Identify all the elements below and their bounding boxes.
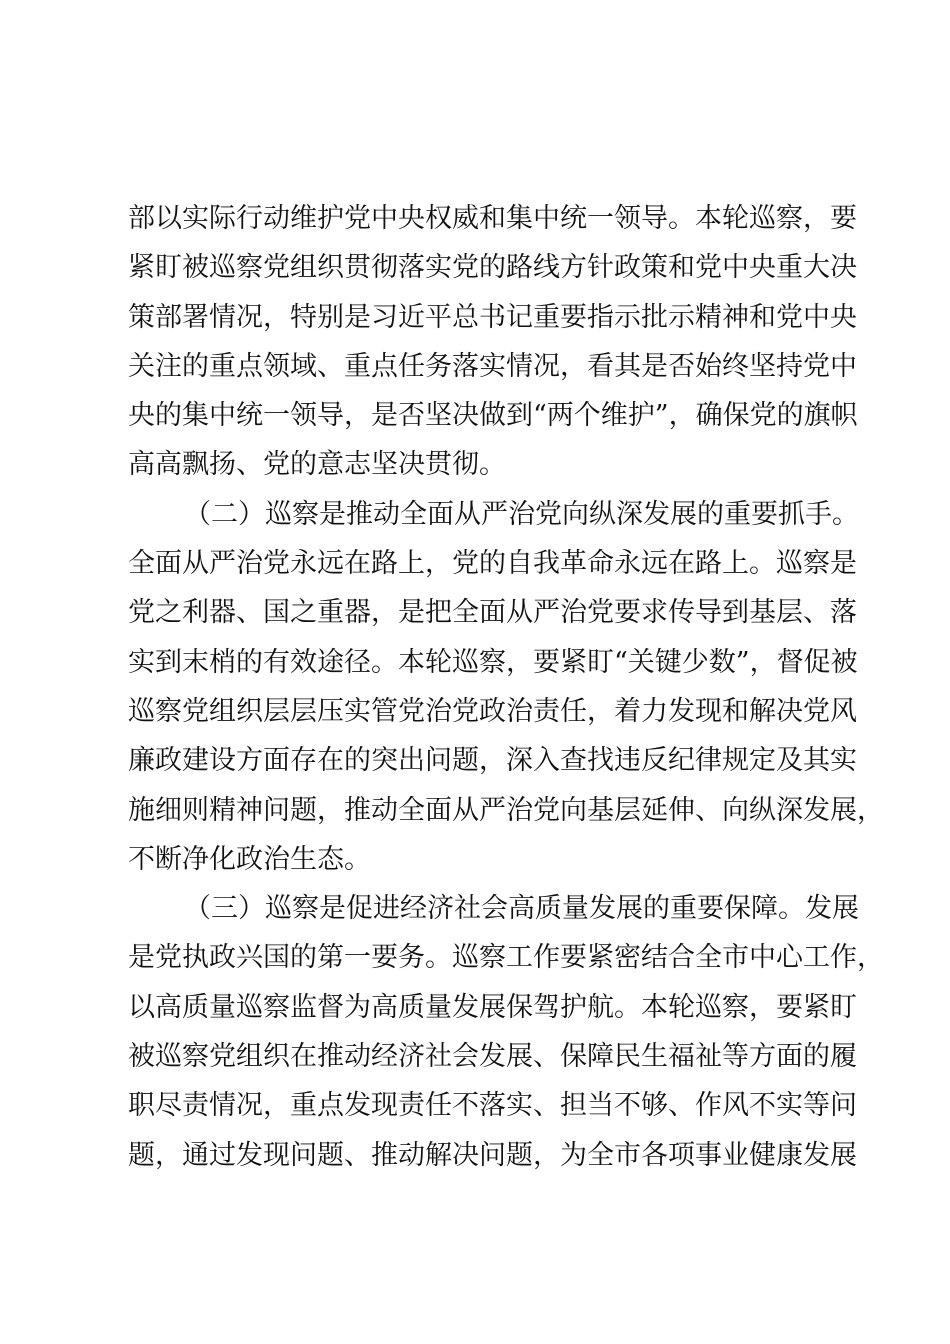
section-heading-line: （二）巡察是推动全面从严治党向纵深发展的重要抓手。: [184, 498, 859, 530]
text-line: 不断净化政治生态。: [128, 843, 371, 875]
text-line: 巡察党组织层层压实管党治党政治责任，着力发现和解决党风: [128, 695, 857, 727]
text-line: 施细则精神问题，推动全面从严治党向基层延伸、向纵深发展，: [128, 794, 884, 826]
text-line: 央的集中统一领导，是否坚决做到“两个维护”，确保党的旗帜: [128, 400, 858, 432]
text-line: 被巡察党组织在推动经济社会发展、保障民生福祉等方面的履: [128, 1041, 857, 1073]
text-line: 廉政建设方面存在的突出问题，深入查找违反纪律规定及其实: [128, 745, 857, 777]
paragraph-3: [128, 884, 884, 1180]
text-line: 是党执政兴国的第一要务。巡察工作要紧密结合全市中心工作，: [128, 942, 884, 974]
text-line: 策部署情况，特别是习近平总书记重要指示批示精神和党中央: [128, 301, 857, 333]
text-line: 职尽责情况，重点发现责任不落实、担当不够、作风不实等问: [128, 1090, 857, 1122]
text-line: 紧盯被巡察党组织贯彻落实党的路线方针政策和党中央重大决: [128, 252, 857, 284]
text-line: 以高质量巡察监督为高质量发展保驾护航。本轮巡察，要紧盯: [128, 991, 857, 1023]
paragraph-1: [128, 194, 858, 490]
text-line: 实到末梢的有效途径。本轮巡察，要紧盯“关键少数”，督促被: [128, 646, 858, 678]
paragraph-2: [128, 490, 884, 884]
section-heading-line: （三）巡察是促进经济社会高质量发展的重要保障。发展: [184, 893, 859, 925]
text-line: 党之利器、国之重器，是把全面从严治党要求传导到基层、落: [128, 597, 857, 629]
document-body: [128, 194, 884, 1180]
text-line: 题，通过发现问题、推动解决问题，为全市各项事业健康发展: [128, 1139, 857, 1171]
text-line: 高高飘扬、党的意志坚决贯彻。: [128, 449, 506, 481]
text-line: 关注的重点领域、重点任务落实情况，看其是否始终坚持党中: [128, 350, 857, 382]
text-line: 部以实际行动维护党中央权威和集中统一领导。本轮巡察，要: [128, 203, 857, 234]
text-line: 全面从严治党永远在路上，党的自我革命永远在路上。巡察是: [128, 548, 857, 580]
